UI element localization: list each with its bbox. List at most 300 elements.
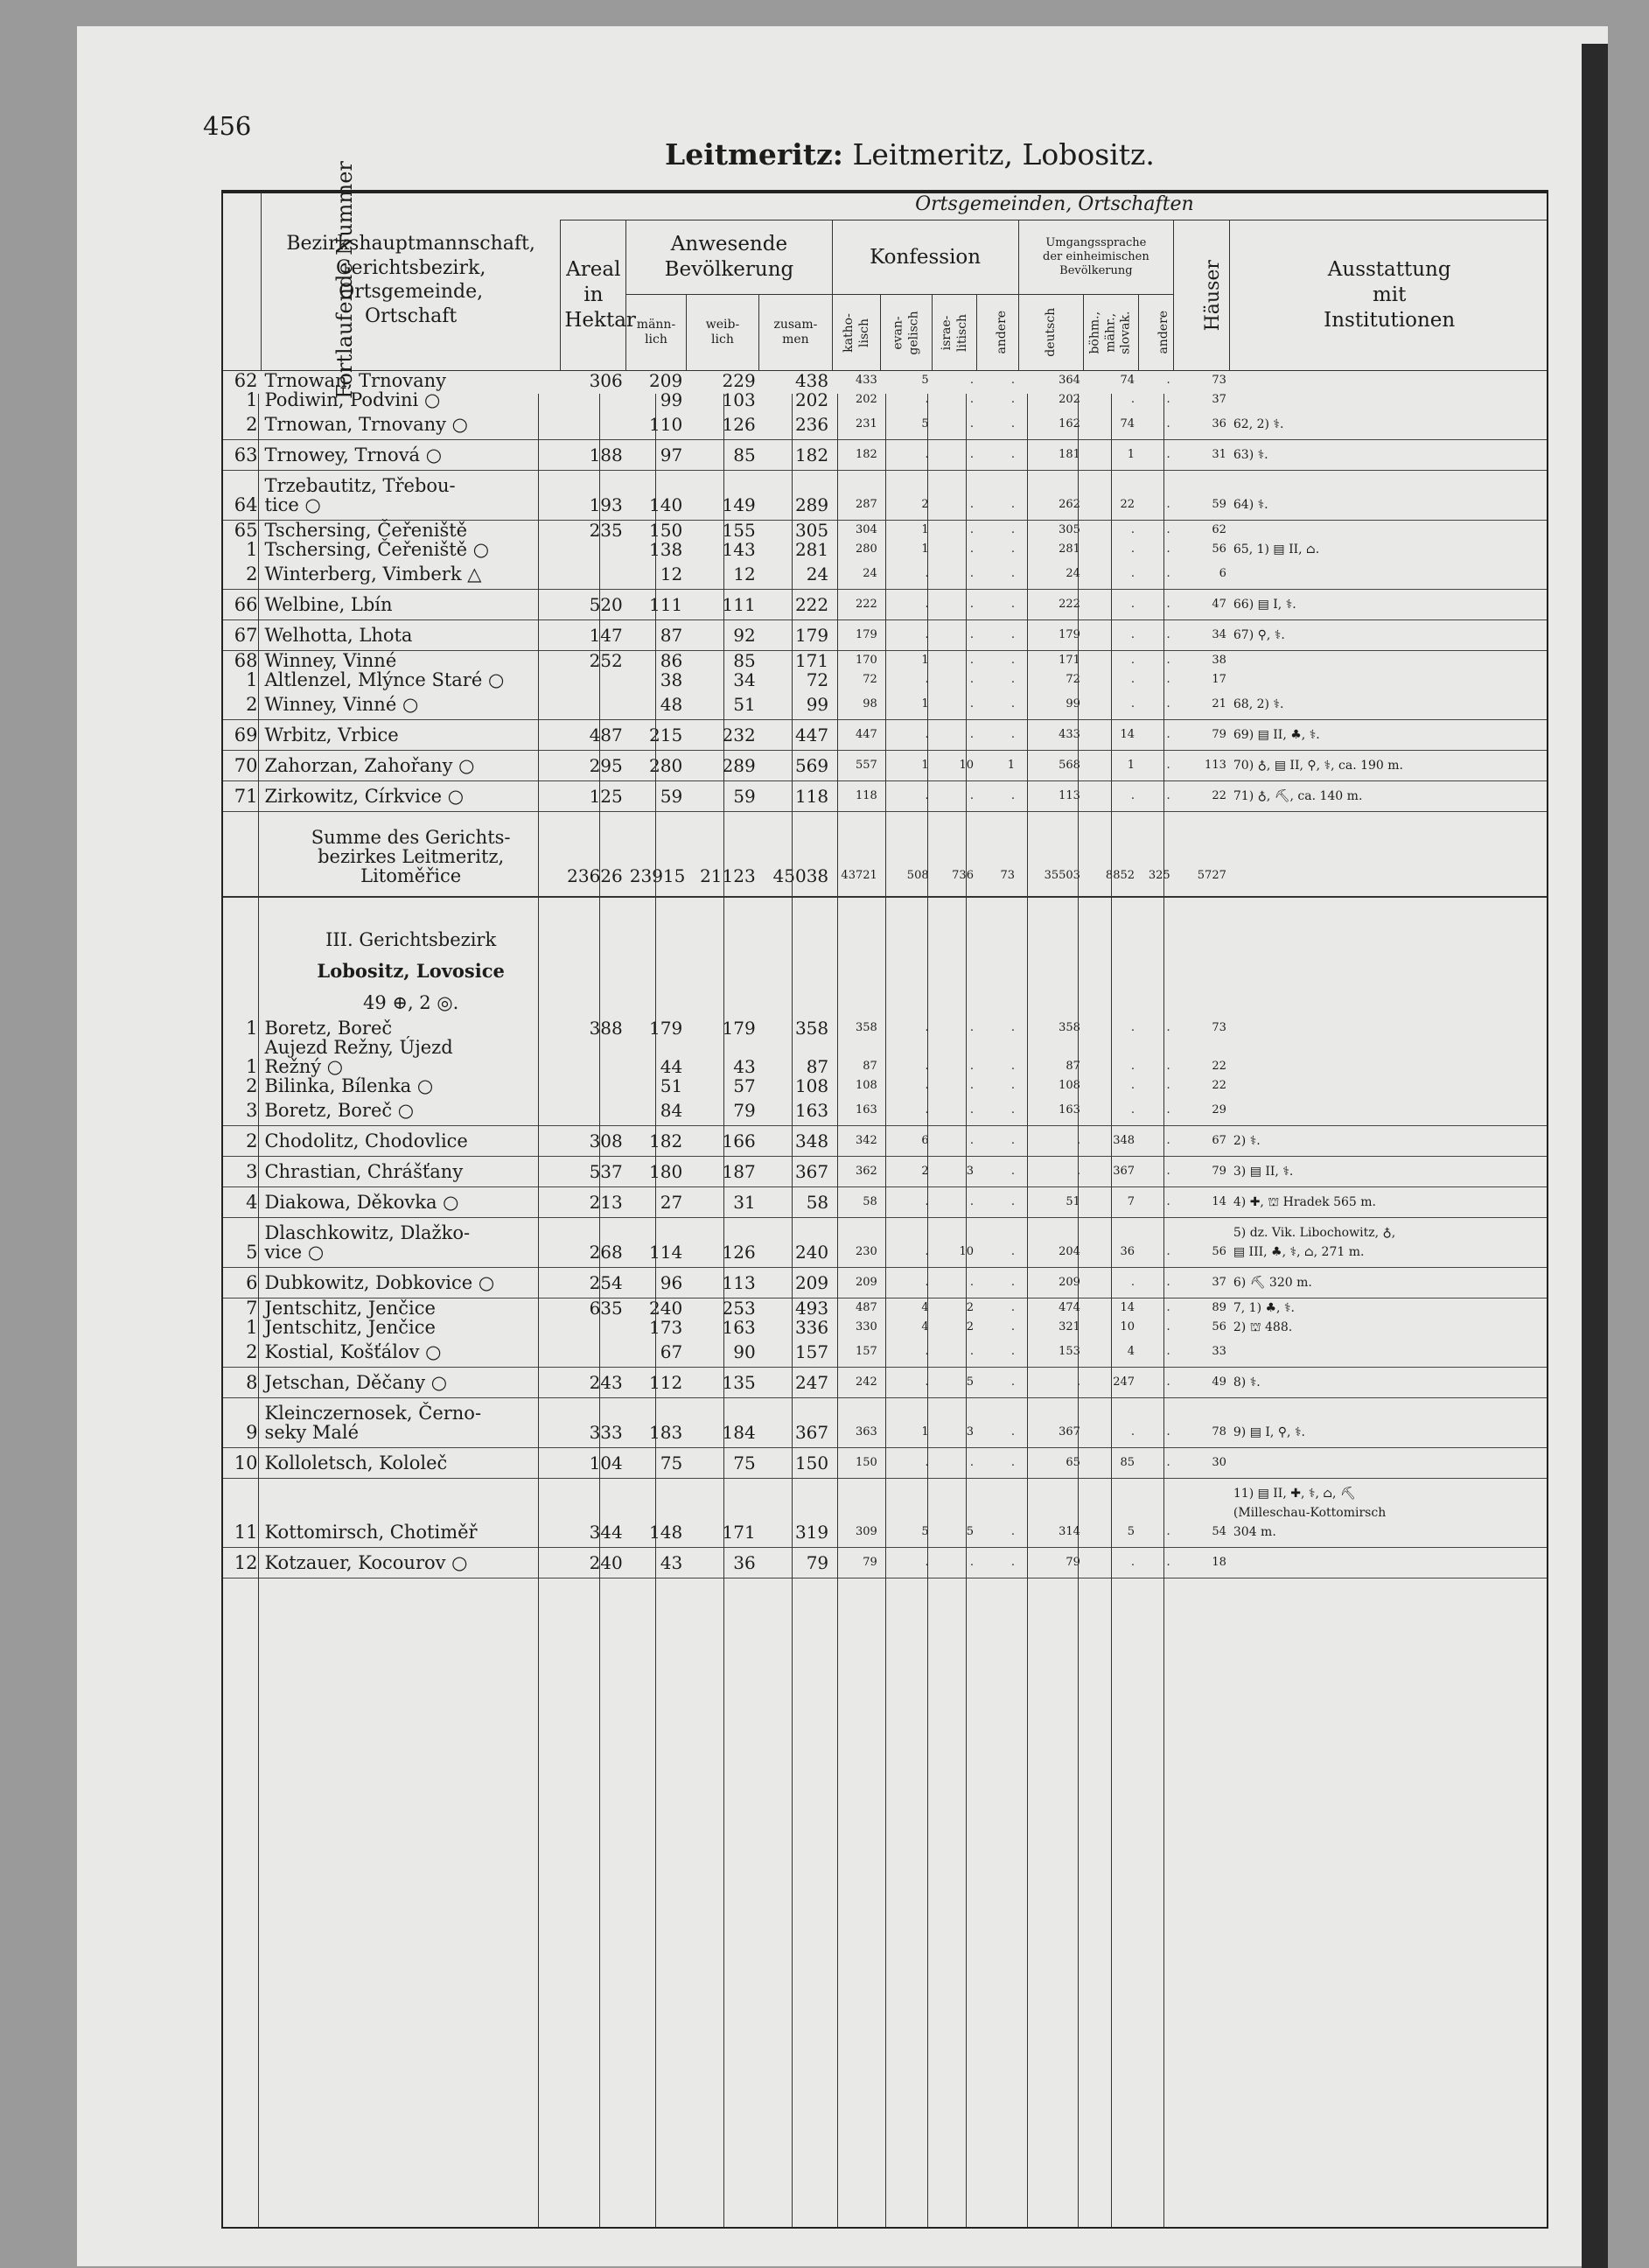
summary-catholic: 43721	[832, 812, 881, 898]
row-german: 222	[1018, 590, 1084, 620]
row-male: 183	[626, 1398, 686, 1448]
row-catholic: 163	[832, 1096, 881, 1126]
row-other-confession: .	[977, 1157, 1018, 1187]
row-other-confession: .	[977, 590, 1018, 620]
row-male: 99	[660, 389, 683, 410]
row-areal: 520	[561, 590, 626, 620]
row-catholic: 231	[832, 410, 881, 440]
row-israelite: .	[933, 1096, 977, 1126]
row-name: Chrastian, Chrášťany	[261, 1157, 560, 1187]
row-israelite: 10	[933, 751, 977, 781]
row-evangelical: .	[881, 559, 933, 590]
row-facilities	[1230, 651, 1548, 671]
row-houses: 59	[1174, 471, 1230, 521]
row-total: 108	[794, 1075, 829, 1096]
row-male: 96	[626, 1268, 686, 1298]
row-other-confession: .	[1010, 1320, 1016, 1334]
row-evangelical: 2	[881, 471, 933, 521]
row-other-confession: 1	[977, 751, 1018, 781]
row-name: Wrbitz, Vrbice	[261, 720, 560, 751]
row-female: 51	[686, 690, 758, 720]
row-number: 68	[234, 650, 258, 671]
summary-israelite: 736	[933, 812, 977, 898]
row-female: 111	[686, 590, 758, 620]
row-total: 358	[794, 1018, 829, 1039]
row-evangelical: .	[881, 590, 933, 620]
row-name: Winterberg, Vimberk △	[261, 559, 560, 590]
row-number: 5	[222, 1218, 262, 1268]
row-israelite: .	[933, 1337, 977, 1368]
page-title	[665, 137, 1155, 172]
header-other-language: andere	[1138, 295, 1174, 371]
row-evangelical: .	[881, 1548, 933, 1578]
row-areal	[561, 670, 626, 690]
row-areal: 333	[561, 1398, 626, 1448]
column-rule	[723, 394, 724, 2227]
header-german: deutsch	[1018, 295, 1084, 371]
row-facilities: 5) dz. Vik. Libochowitz, ♁, ▤ III, ♣, ⚕, ⌂, 271 m.	[1230, 1218, 1548, 1268]
row-male: 114	[626, 1218, 686, 1268]
row-total: 319	[759, 1479, 832, 1548]
row-name: Chodolitz, Chodovlice	[261, 1126, 560, 1157]
row-israelite: .	[933, 690, 977, 720]
row-male: 48	[626, 690, 686, 720]
row-catholic: 433	[855, 374, 877, 387]
column-rule	[1027, 394, 1028, 2227]
row-facilities: 8) ⚕.	[1230, 1368, 1548, 1398]
row-male: 86	[660, 650, 683, 671]
row-israelite: .	[933, 781, 977, 812]
summary-evangelical: 508	[881, 812, 933, 898]
summary-other-language: 325	[1138, 812, 1174, 898]
row-bohemian: 7	[1084, 1187, 1138, 1218]
row-number: 1	[246, 1056, 258, 1077]
row-israelite: .	[933, 1268, 977, 1298]
row-israelite: .	[933, 440, 977, 471]
row-facilities: 70) ♁, ▤ II, ⚲, ⚕, ca. 190 m.	[1230, 751, 1548, 781]
row-other-language: .	[1138, 471, 1174, 521]
row-female: 253	[722, 1298, 756, 1319]
row-bohemian: .	[1084, 690, 1138, 720]
row-houses: 56	[1212, 1320, 1226, 1334]
row-number: 9	[222, 1398, 262, 1448]
row-total: 24	[759, 559, 832, 590]
row-male: 51	[660, 1075, 683, 1096]
row-areal: 308	[561, 1126, 626, 1157]
row-israelite: 2	[966, 1301, 974, 1314]
row-evangelical: 5	[881, 1479, 933, 1548]
row-catholic: 242	[832, 1368, 881, 1398]
row-male: 12	[626, 559, 686, 590]
row-german: 87	[1066, 1060, 1080, 1073]
row-number: 3	[222, 1157, 262, 1187]
row-number: 65	[234, 520, 258, 541]
row-bohemian: .	[1130, 654, 1135, 667]
row-name: Dlaschkowitz, Dlažko- vice ○	[261, 1218, 560, 1268]
row-male: 182	[626, 1126, 686, 1157]
column-rule	[792, 394, 793, 2227]
row-name: Trzebautitz, Třebou- tice ○	[261, 471, 560, 521]
row-german: 202	[1059, 393, 1080, 406]
row-bohemian: .	[1130, 523, 1135, 536]
row-german: 108	[1059, 1079, 1080, 1092]
row-catholic: 557	[832, 751, 881, 781]
row-number: 2	[222, 690, 262, 720]
row-female: 126	[686, 410, 758, 440]
row-israelite: .	[969, 1079, 974, 1092]
row-other-language: .	[1138, 1368, 1174, 1398]
column-rule	[599, 394, 600, 2227]
row-other-confession: .	[977, 781, 1018, 812]
column-rule	[538, 394, 539, 2227]
row-total: 367	[759, 1398, 832, 1448]
row-facilities	[1230, 1076, 1548, 1096]
row-german: 367	[1018, 1398, 1084, 1448]
row-name: Kottomirsch, Chotiměř	[261, 1479, 560, 1548]
row-israelite: 3	[933, 1157, 977, 1187]
row-female: 75	[686, 1448, 758, 1479]
row-total: 281	[794, 539, 829, 560]
row-number: 2	[222, 559, 262, 590]
row-facilities: 11) ▤ II, ✚, ⚕, ⌂, ⛏ (Milleschau-Kottomirsch 304 m.	[1230, 1479, 1548, 1548]
row-bohemian: .	[1084, 1548, 1138, 1578]
row-total: 438	[794, 370, 829, 391]
row-evangelical: .	[925, 1021, 929, 1034]
row-german: .	[1018, 1126, 1084, 1157]
row-other-language: .	[1138, 751, 1174, 781]
row-name: Bilinka, Bílenka ○	[264, 1075, 434, 1096]
row-facilities: 65, 1) ▤ II, ⌂.	[1233, 542, 1320, 556]
row-german: 305	[1059, 523, 1080, 536]
row-houses: 67	[1174, 1126, 1230, 1157]
row-areal	[561, 690, 626, 720]
row-facilities: 66) ▤ I, ⚕.	[1230, 590, 1548, 620]
row-evangelical: .	[881, 1337, 933, 1368]
row-name: Trnowan, Trnovany ○	[261, 410, 560, 440]
column-rule	[966, 394, 967, 2227]
row-male: 138	[649, 539, 683, 560]
row-total: 79	[759, 1548, 832, 1578]
column-rule	[655, 394, 656, 2227]
row-other-confession: .	[977, 410, 1018, 440]
row-number: 7	[246, 1298, 258, 1319]
row-catholic: 157	[832, 1337, 881, 1368]
row-israelite: .	[969, 1021, 974, 1034]
row-german: 171	[1059, 654, 1080, 667]
row-areal: 268	[561, 1218, 626, 1268]
row-catholic: 98	[832, 690, 881, 720]
row-areal	[561, 540, 626, 559]
summary-male: 23915	[626, 812, 686, 898]
row-other-confession: .	[977, 1337, 1018, 1368]
row-name: Kostial, Košťálov ○	[261, 1337, 560, 1368]
row-catholic: 58	[832, 1187, 881, 1218]
header-female: weib- lich	[686, 295, 758, 371]
row-number: 12	[222, 1548, 262, 1578]
column-rule	[258, 394, 259, 2227]
row-israelite: 10	[933, 1218, 977, 1268]
row-areal	[561, 559, 626, 590]
row-evangelical: 1	[881, 1398, 933, 1448]
row-female: 135	[686, 1368, 758, 1398]
row-name: Trnowey, Trnová ○	[261, 440, 560, 471]
row-facilities: 3) ▤ II, ⚕.	[1230, 1157, 1548, 1187]
row-other-confession: .	[977, 1479, 1018, 1548]
row-houses: 22	[1174, 781, 1230, 812]
column-rule	[1163, 394, 1164, 2227]
row-other-confession: .	[977, 1368, 1018, 1398]
row-israelite: .	[933, 620, 977, 651]
row-total: 58	[759, 1187, 832, 1218]
row-total: 289	[759, 471, 832, 521]
row-other-confession: .	[977, 690, 1018, 720]
row-catholic: 209	[832, 1268, 881, 1298]
header-group-top: Ortsgemeinden, Ortschaften	[561, 190, 1548, 220]
row-number: 3	[222, 1096, 262, 1126]
row-israelite: .	[933, 1187, 977, 1218]
row-male: 112	[626, 1368, 686, 1398]
row-name: Trnowan, Trnovany	[264, 370, 447, 391]
section-heading	[261, 897, 560, 1018]
row-name: Kotzauer, Kocourov ○	[261, 1548, 560, 1578]
row-total: 447	[759, 720, 832, 751]
row-german: 162	[1018, 410, 1084, 440]
row-name: Boretz, Boreč ○	[261, 1096, 560, 1126]
row-facilities: 2) ⛫ 488.	[1233, 1320, 1293, 1334]
row-other-language: .	[1138, 1187, 1174, 1218]
row-name: Winney, Vinné	[264, 650, 397, 671]
row-female: 43	[733, 1056, 756, 1077]
row-german: 262	[1018, 471, 1084, 521]
row-catholic: 280	[855, 542, 877, 556]
row-number: 63	[222, 440, 262, 471]
row-other-confession: .	[977, 1268, 1018, 1298]
row-other-confession: .	[1010, 1301, 1016, 1314]
row-total: 118	[759, 781, 832, 812]
row-israelite: .	[969, 1060, 974, 1073]
row-other-language: .	[1138, 559, 1174, 590]
row-catholic: 358	[855, 1021, 877, 1034]
row-houses: 36	[1174, 410, 1230, 440]
row-bohemian: 1	[1084, 440, 1138, 471]
row-bohemian: 348	[1084, 1126, 1138, 1157]
row-evangelical: .	[925, 393, 929, 406]
row-bohemian: .	[1130, 1079, 1135, 1092]
row-other-language: .	[1138, 590, 1174, 620]
row-male: 148	[626, 1479, 686, 1548]
row-name: Kolloletsch, Kololeč	[261, 1448, 560, 1479]
row-total: 569	[759, 751, 832, 781]
row-evangelical: .	[881, 781, 933, 812]
row-other-confession: .	[977, 559, 1018, 590]
row-german: 153	[1018, 1337, 1084, 1368]
row-other-confession: .	[1010, 523, 1016, 536]
row-number: 2	[222, 410, 262, 440]
header-running-number: Fortlaufende Nummer	[222, 190, 262, 371]
row-other-confession: .	[1010, 1021, 1016, 1034]
row-name: Tschersing, Čeřeniště	[264, 520, 468, 541]
row-houses: 37	[1174, 1268, 1230, 1298]
header-population: Anwesende Bevölkerung	[626, 220, 832, 295]
row-other-confession: .	[1010, 1079, 1016, 1092]
row-evangelical: 2	[881, 1157, 933, 1187]
row-houses: 38	[1212, 654, 1226, 667]
row-houses: 89	[1212, 1301, 1226, 1314]
row-other-language: .	[1138, 1096, 1174, 1126]
row-evangelical: 1	[921, 542, 929, 556]
row-evangelical: .	[881, 1096, 933, 1126]
row-total: 305	[794, 520, 829, 541]
row-total: 222	[759, 590, 832, 620]
row-other-confession: .	[1010, 654, 1016, 667]
row-bohemian: 36	[1084, 1218, 1138, 1268]
row-total: 179	[759, 620, 832, 651]
row-evangelical: 4	[921, 1301, 929, 1314]
row-male: 215	[626, 720, 686, 751]
row-facilities	[1230, 1038, 1548, 1076]
row-german: 281	[1059, 542, 1080, 556]
row-total: 209	[759, 1268, 832, 1298]
row-areal: 193	[561, 471, 626, 521]
row-israelite: .	[933, 1548, 977, 1578]
row-bohemian: 85	[1084, 1448, 1138, 1479]
row-female: 179	[722, 1018, 756, 1039]
row-catholic: 487	[855, 1301, 877, 1314]
row-other-language: .	[1166, 374, 1170, 387]
header-other-confession: andere	[977, 295, 1018, 371]
row-other-language: .	[1166, 1021, 1170, 1034]
row-bohemian: 10	[1120, 1320, 1135, 1334]
row-other-language: .	[1166, 523, 1170, 536]
row-evangelical: 1	[881, 690, 933, 720]
row-bohemian: 74	[1084, 410, 1138, 440]
row-female: 187	[686, 1157, 758, 1187]
row-houses: 73	[1212, 374, 1226, 387]
row-houses: 78	[1174, 1398, 1230, 1448]
row-bohemian: .	[1084, 781, 1138, 812]
row-houses: 62	[1212, 523, 1226, 536]
row-israelite: .	[969, 523, 974, 536]
binding-edge	[1582, 44, 1608, 2268]
row-other-confession: .	[1010, 1060, 1016, 1073]
row-areal: 240	[561, 1548, 626, 1578]
row-german: 99	[1018, 690, 1084, 720]
row-male: 67	[626, 1337, 686, 1368]
row-bohemian: .	[1130, 673, 1135, 686]
summary-total: 45038	[759, 812, 832, 898]
row-houses: 73	[1212, 1021, 1226, 1034]
row-other-confession: .	[977, 471, 1018, 521]
row-israelite: 5	[933, 1368, 977, 1398]
row-total: 202	[794, 389, 829, 410]
row-evangelical: .	[881, 1368, 933, 1398]
row-male: 179	[649, 1018, 683, 1039]
row-number: 69	[222, 720, 262, 751]
row-female: 126	[686, 1218, 758, 1268]
row-catholic: 342	[832, 1126, 881, 1157]
row-total: 348	[759, 1126, 832, 1157]
row-total: 182	[759, 440, 832, 471]
row-female: 31	[686, 1187, 758, 1218]
header-total: zusam- men	[759, 295, 832, 371]
row-male: 240	[649, 1298, 683, 1319]
row-houses: 79	[1174, 1157, 1230, 1187]
row-number: 71	[222, 781, 262, 812]
row-bohemian: 1	[1084, 751, 1138, 781]
row-houses: 54	[1174, 1479, 1230, 1548]
row-male: 280	[626, 751, 686, 781]
row-german: 181	[1018, 440, 1084, 471]
row-female: 34	[733, 669, 756, 690]
row-catholic: 363	[832, 1398, 881, 1448]
row-houses: 30	[1174, 1448, 1230, 1479]
row-other-confession: .	[977, 1548, 1018, 1578]
row-total: 247	[759, 1368, 832, 1398]
row-number: 1	[246, 669, 258, 690]
row-other-language: .	[1166, 1301, 1170, 1314]
row-female: 90	[686, 1337, 758, 1368]
row-other-language: .	[1166, 673, 1170, 686]
row-bohemian: 367	[1084, 1157, 1138, 1187]
row-name: Kleinczernosek, Černo- seky Malé	[261, 1398, 560, 1448]
row-female: 79	[686, 1096, 758, 1126]
page-number: 456	[203, 111, 252, 141]
row-areal: 254	[561, 1268, 626, 1298]
row-number: 2	[246, 1075, 258, 1096]
row-number: 10	[222, 1448, 262, 1479]
row-facilities: 6) ⛏ 320 m.	[1230, 1268, 1548, 1298]
row-houses: 22	[1212, 1060, 1226, 1073]
row-catholic: 202	[855, 393, 877, 406]
row-name: Zirkowitz, Církvice ○	[261, 781, 560, 812]
row-israelite: .	[969, 654, 974, 667]
row-areal	[561, 1318, 626, 1337]
row-total: 72	[806, 669, 829, 690]
row-houses: 29	[1174, 1096, 1230, 1126]
row-areal: 125	[561, 781, 626, 812]
header-catholic: katho- lisch	[832, 295, 881, 371]
row-catholic: 182	[832, 440, 881, 471]
row-areal: 213	[561, 1187, 626, 1218]
row-israelite: .	[933, 1448, 977, 1479]
row-female: 85	[686, 440, 758, 471]
row-female: 113	[686, 1268, 758, 1298]
row-facilities: 63) ⚕.	[1230, 440, 1548, 471]
row-number: 66	[222, 590, 262, 620]
summary-areal: 23626	[561, 812, 626, 898]
row-other-language: .	[1138, 690, 1174, 720]
row-areal	[561, 1038, 626, 1076]
row-german: 358	[1059, 1021, 1080, 1034]
row-areal: 635	[589, 1298, 623, 1319]
row-number: 6	[222, 1268, 262, 1298]
row-israelite: 3	[933, 1398, 977, 1448]
row-evangelical: 1	[921, 523, 929, 536]
header-evangelical: evan- gelisch	[881, 295, 933, 371]
row-houses: 56	[1212, 542, 1226, 556]
row-german: 314	[1018, 1479, 1084, 1548]
row-german: 72	[1066, 673, 1080, 686]
row-israelite: .	[933, 590, 977, 620]
row-female: 36	[686, 1548, 758, 1578]
row-other-language: .	[1138, 720, 1174, 751]
row-bohemian: .	[1084, 1268, 1138, 1298]
row-facilities: 7, 1) ♣, ⚕.	[1233, 1301, 1295, 1315]
row-female: 103	[722, 389, 756, 410]
row-number: 64	[222, 471, 262, 521]
row-other-confession: .	[1010, 374, 1016, 387]
row-bohemian: .	[1130, 1060, 1135, 1073]
